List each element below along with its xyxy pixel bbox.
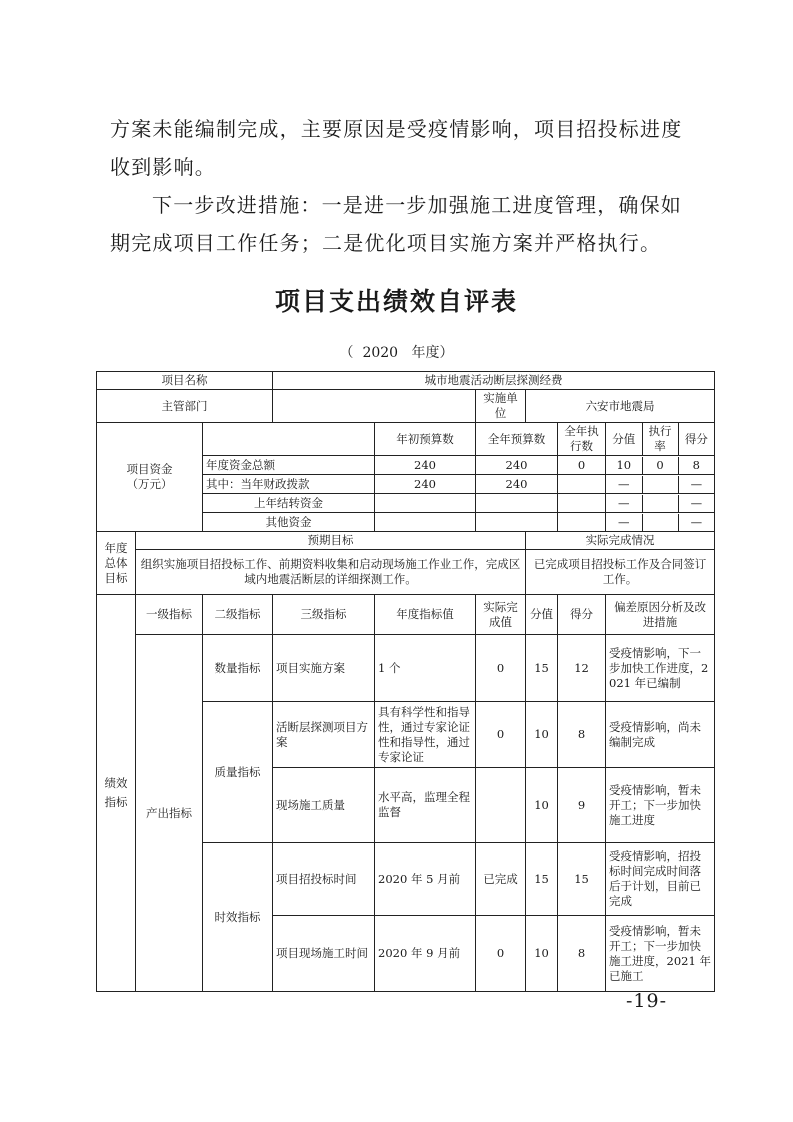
funds-header-score: 得分	[684, 431, 708, 446]
funds-row-score-value: 10	[606, 457, 642, 474]
funds-row-initial	[375, 513, 476, 532]
funds-header-values	[606, 423, 715, 456]
header-reason: 偏差原因分析及改进措施	[606, 595, 715, 635]
level2-indicator: 数量指标	[203, 635, 273, 702]
funds-row-annual	[476, 494, 558, 513]
header-value: 分值	[526, 595, 558, 635]
level2-indicator: 质量指标	[203, 702, 273, 843]
funds-row-initial: 240	[375, 456, 476, 475]
funds-row-score: 8	[692, 457, 700, 472]
funds-label	[97, 423, 203, 532]
funds-row-score-value: —	[606, 476, 642, 493]
funds-row-name: 其他资金	[203, 513, 375, 532]
header-level2: 二级指标	[203, 595, 273, 635]
funds-row-score: —	[690, 514, 703, 529]
funds-row-rate	[642, 476, 678, 493]
score-value: 15	[526, 843, 558, 916]
target-value: 1 个	[375, 635, 476, 702]
year-value: 2020	[362, 345, 399, 361]
expected-goal-text: 组织实施项目招投标工作、前期资料收集和启动现场施工作业工作，完成区域内地震活断层的详细探测工作。	[136, 550, 526, 595]
impl-unit-value: 六安市地震局	[526, 390, 715, 423]
header-level1: 一级指标	[136, 595, 203, 635]
funds-header-annual: 全年预算数	[476, 423, 558, 456]
funds-row-annual	[476, 513, 558, 532]
project-name-value: 城市地震活动断层探测经费	[273, 372, 715, 390]
funds-label-line1: 项目资金	[126, 462, 173, 476]
score: 15	[558, 843, 606, 916]
score-value: 15	[526, 635, 558, 702]
year-label: 年度）	[411, 345, 454, 361]
score: 9	[558, 768, 606, 843]
annual-goal-label: 年度总体目标	[97, 532, 136, 595]
funds-row-executed: 0	[558, 456, 606, 475]
funds-header-blank	[203, 423, 375, 456]
deviation-reason: 受疫情影响，暂未开工；下一步加快施工进度	[606, 768, 715, 843]
project-name-label: 项目名称	[97, 372, 273, 390]
deviation-reason: 受疫情影响，尚未编制完成	[606, 702, 715, 768]
funds-label-line2: （万元）	[126, 477, 173, 491]
performance-self-evaluation-table	[96, 371, 715, 992]
funds-row-executed	[558, 475, 606, 494]
fiscal-year	[0, 342, 793, 362]
target-value: 水平高，监理全程监督	[375, 768, 476, 843]
target-value: 2020 年 9 月前	[375, 916, 476, 992]
actual-result-text: 已完成项目招投标工作及合同签订工作。	[526, 550, 715, 595]
deviation-reason: 受疫情影响，暂未开工；下一步加快施工进度，2021 年已施工	[606, 916, 715, 992]
deviation-reason: 受疫情影响，下一步加快工作进度，2021 年已编制	[606, 635, 715, 702]
funds-row-rate	[642, 514, 678, 531]
actual-value: 已完成	[476, 843, 526, 916]
actual-result-header: 实际完成情况	[526, 532, 715, 550]
dept-label: 主管部门	[97, 390, 273, 423]
header-level3: 三级指标	[273, 595, 375, 635]
funds-row-values	[606, 456, 715, 475]
performance-indicators-label: 绩效指标	[97, 595, 136, 992]
expected-goal-header: 预期目标	[136, 532, 526, 550]
level3-indicator: 项目招投标时间	[273, 843, 375, 916]
header-actual: 实际完成值	[476, 595, 526, 635]
funds-header-executed: 全年执行数	[558, 423, 606, 456]
funds-row-score-value: —	[606, 514, 642, 531]
table-title: 项目支出绩效自评表	[274, 287, 518, 316]
funds-row-name: 年度资金总额	[203, 456, 375, 475]
score: 12	[558, 635, 606, 702]
funds-row-initial	[375, 494, 476, 513]
header-score: 得分	[558, 595, 606, 635]
body-paragraph-1: 方案未能编制完成，主要原因是受疫情影响，项目招投标进度收到影响。	[110, 117, 683, 179]
header-target: 年度指标值	[375, 595, 476, 635]
funds-row-name: 上年结转资金	[203, 494, 375, 513]
funds-row-annual: 240	[476, 456, 558, 475]
page-number: -19-	[626, 990, 668, 1012]
funds-row-initial: 240	[375, 475, 476, 494]
level3-indicator: 项目实施方案	[273, 635, 375, 702]
funds-row-executed	[558, 513, 606, 532]
score: 8	[558, 702, 606, 768]
body-paragraph-2: 下一步改进措施：一是进一步加强施工进度管理，确保如期完成项目工作任务；二是优化项目实施方案并严格执行。	[110, 193, 682, 255]
funds-header-initial: 年初预算数	[375, 423, 476, 456]
target-value: 具有科学性和指导性，通过专家论证性和指导性，通过专家论证	[375, 702, 476, 768]
actual-value	[476, 768, 526, 843]
dept-value	[273, 390, 476, 423]
level1-indicator: 产出指标	[136, 635, 203, 992]
target-value: 2020 年 5 月前	[375, 843, 476, 916]
score: 8	[558, 916, 606, 992]
level2-indicator: 时效指标	[203, 843, 273, 992]
funds-row-rate: 0	[642, 457, 678, 474]
score-value: 10	[526, 916, 558, 992]
funds-row-values	[606, 494, 715, 513]
funds-row-rate	[642, 495, 678, 512]
funds-header-rate: 执行率	[642, 423, 678, 455]
actual-value: 0	[476, 702, 526, 768]
year-open-paren: （	[339, 345, 354, 361]
impl-unit-label: 实施单位	[476, 390, 526, 423]
funds-row-executed	[558, 494, 606, 513]
funds-row-values	[606, 475, 715, 494]
level3-indicator: 项目现场施工时间	[273, 916, 375, 992]
funds-row-score: —	[690, 495, 703, 510]
score-value: 10	[526, 768, 558, 843]
deviation-reason: 受疫情影响，招投标时间完成时间落后于计划，目前已完成	[606, 843, 715, 916]
funds-row-name: 其中：当年财政拨款	[203, 475, 375, 494]
funds-row-annual: 240	[476, 475, 558, 494]
funds-row-score-value: —	[606, 495, 642, 512]
actual-value: 0	[476, 916, 526, 992]
actual-value: 0	[476, 635, 526, 702]
score-value: 10	[526, 702, 558, 768]
funds-row-score: —	[690, 476, 703, 491]
level3-indicator: 现场施工质量	[273, 768, 375, 843]
level3-indicator: 活断层探测项目方案	[273, 702, 375, 768]
funds-row-values	[606, 513, 715, 532]
funds-header-score-value: 分值	[606, 423, 642, 455]
